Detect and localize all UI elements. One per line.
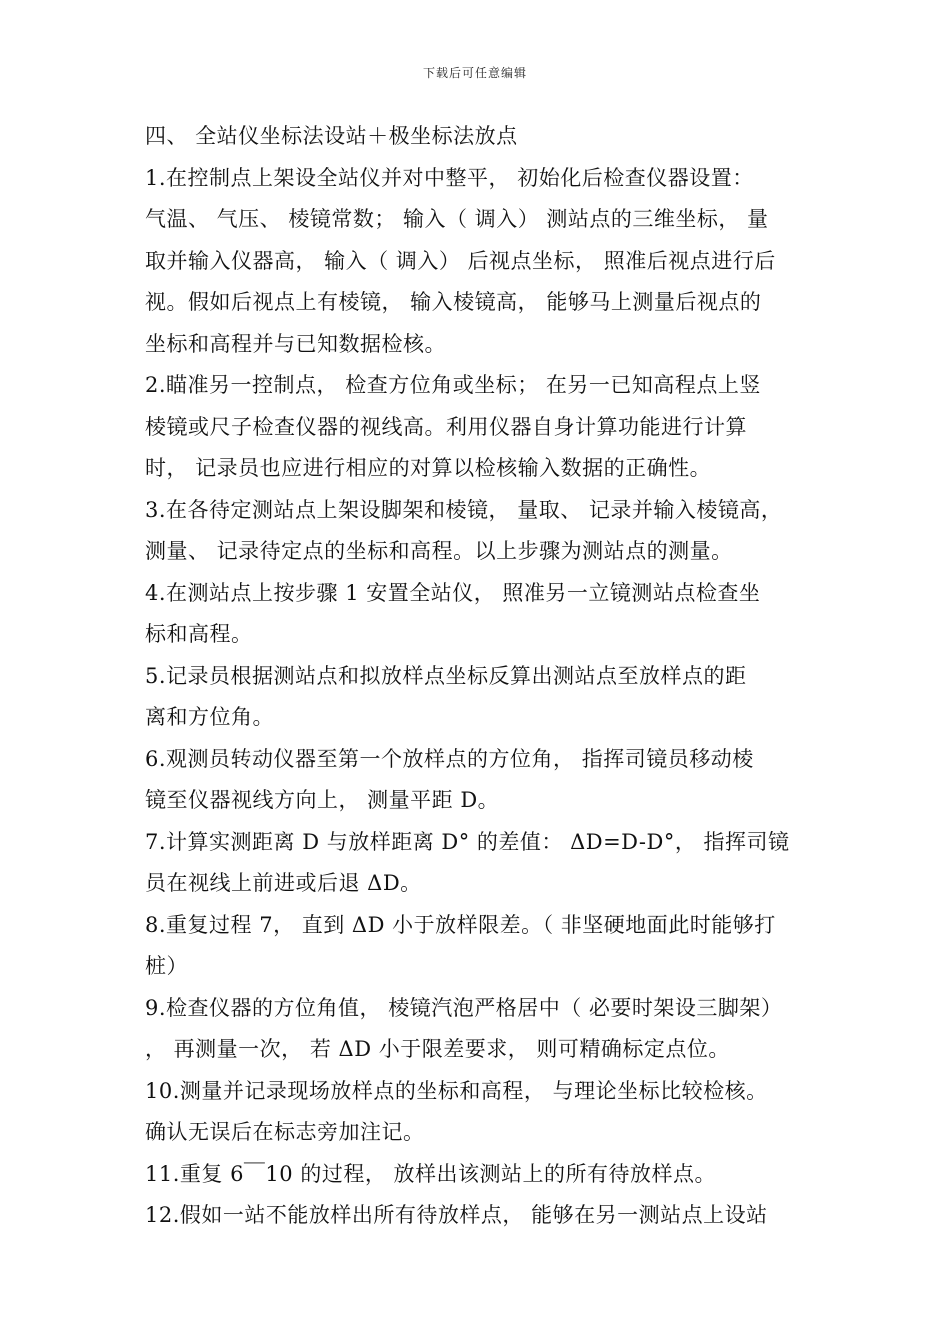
text-line: 2.瞄准另一控制点， 检查方位角或坐标； 在另一已知高程点上竖 — [145, 373, 761, 397]
text-line: 8.重复过程 7， 直到 ΔD 小于放样限差。（ 非坚硬地面此时能够打 — [145, 912, 776, 937]
text-line: 取并输入仪器高， 输入（ 调入） 后视点坐标， 照准后视点进行后 — [145, 248, 776, 273]
text-line: 7.计算实测距离 D 与放样距离 D° 的差值： ΔD=D-D°， 指挥司镜 — [145, 829, 790, 854]
text-line: ， 再测量一次， 若 ΔD 小于限差要求， 则可精确标定点位。 — [145, 1037, 730, 1061]
text-line: 测量、 记录待定点的坐标和高程。以上步骤为测站点的测量。 — [145, 539, 733, 563]
text-line: 1.在控制点上架设全站仪并对中整平， 初始化后检查仪器设置： — [145, 165, 754, 190]
text-line: 3.在各待定测站点上架设脚架和棱镜， 量取、 记录并输入棱镜高， — [145, 497, 783, 522]
text-line: 镜至仪器视线方向上， 测量平距 D。 — [145, 788, 500, 812]
text-line: 12.假如一站不能放样出所有待放样点， 能够在另一测站点上设站 — [145, 1203, 768, 1227]
text-line: 气温、 气压、 棱镜常数； 输入（ 调入） 测站点的三维坐标， 量 — [145, 207, 769, 231]
text-line: 确认无误后在标志旁加注记。 — [145, 1120, 425, 1144]
text-line: 10.测量并记录现场放样点的坐标和高程， 与理论坐标比较检核。 — [145, 1078, 768, 1103]
document-body — [145, 116, 825, 1237]
text-line: 离和方位角。 — [145, 705, 274, 729]
text-line: 员在视线上前进或后退 ΔD。 — [145, 871, 422, 895]
text-line: 坐标和高程并与已知数据检核。 — [145, 331, 446, 356]
text-line: 棱镜或尺子检查仪器的视线高。利用仪器自身计算功能进行计算 — [145, 414, 747, 439]
text-line: 时， 记录员也应进行相应的对算以检核输入数据的正确性。 — [145, 456, 712, 480]
text-line: 6.观测员转动仪器至第一个放样点的方位角， 指挥司镜员移动棱 — [145, 746, 754, 771]
page-header-note: 下载后可任意编辑 — [422, 66, 527, 80]
text-line: 11.重复 6￣10 的过程， 放样出该测站上的所有待放样点。 — [145, 1161, 717, 1186]
text-line: 桩） — [145, 954, 188, 978]
text-line: 9.检查仪器的方位角值， 棱镜汽泡严格居中（ 必要时架设三脚架） — [145, 995, 783, 1020]
text-line: 4.在测站点上按步骤 1 安置全站仪， 照准另一立镜测站点检查坐 — [145, 580, 761, 605]
section-heading: 四、 全站仪坐标法设站＋极坐标法放点 — [145, 124, 518, 148]
text-line: 5.记录员根据测站点和拟放样点坐标反算出测站点至放样点的距 — [145, 663, 747, 688]
text-line: 视。假如后视点上有棱镜， 输入棱镜高， 能够马上测量后视点的 — [145, 290, 762, 314]
text-line: 标和高程。 — [145, 622, 253, 646]
